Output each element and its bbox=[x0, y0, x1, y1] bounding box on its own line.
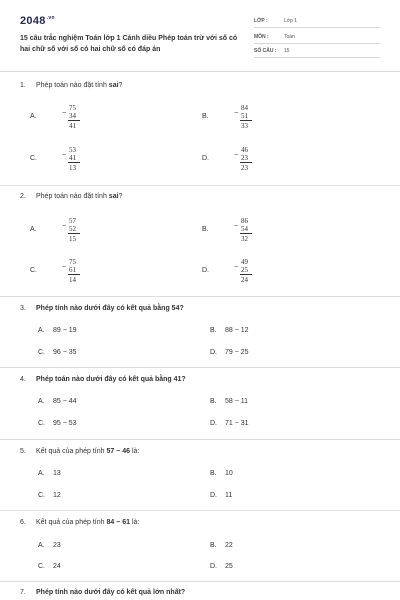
divider bbox=[0, 510, 400, 511]
question-number: 3. bbox=[20, 305, 26, 312]
option-5c[interactable]: C. 12 bbox=[38, 492, 61, 499]
minus-sign: − bbox=[62, 264, 67, 271]
option-3a[interactable]: A. 89 − 19 bbox=[38, 327, 77, 334]
option-5b[interactable]: B. 10 bbox=[210, 470, 233, 477]
option-6a[interactable]: A. 23 bbox=[38, 542, 61, 549]
question-number: 4. bbox=[20, 376, 26, 383]
question-text: 4. Phép toán nào dưới đây có kết quả bằng 41? bbox=[20, 376, 186, 383]
minus-sign: − bbox=[234, 223, 239, 230]
option-4a[interactable]: A. 85 − 44 bbox=[38, 398, 77, 405]
meta-class bbox=[254, 14, 380, 28]
option-6c[interactable]: C. 24 bbox=[38, 563, 61, 570]
divider bbox=[0, 439, 400, 440]
class-label: LỚP : bbox=[254, 18, 268, 24]
option-3c[interactable]: C. 96 − 35 bbox=[38, 349, 77, 356]
minus-sign: − bbox=[62, 110, 67, 117]
result-line bbox=[68, 162, 80, 163]
question-text: 6. Kết quả của phép tính 84 − 61 là: bbox=[20, 519, 140, 526]
question-number: 7. bbox=[20, 589, 26, 596]
question-number: 5. bbox=[20, 448, 26, 455]
subject-label: MÔN : bbox=[254, 34, 269, 40]
site-logo[interactable] bbox=[20, 15, 55, 27]
option-6b[interactable]: B. 22 bbox=[210, 542, 233, 549]
question-text: 1. Phép toán nào đặt tính sai? bbox=[20, 82, 123, 89]
question-number: 2. bbox=[20, 193, 26, 200]
logo-main: 2048 bbox=[20, 15, 46, 27]
divider bbox=[0, 581, 400, 582]
logo-suffix: .vn bbox=[46, 15, 55, 21]
result-line bbox=[68, 233, 80, 234]
divider bbox=[0, 296, 400, 297]
question-text: 5. Kết quả của phép tính 57 − 46 là: bbox=[20, 448, 140, 455]
divider bbox=[0, 185, 400, 186]
question-text: 2. Phép toán nào đặt tính sai? bbox=[20, 193, 123, 200]
option-4b[interactable]: B. 58 − 11 bbox=[210, 398, 249, 405]
question-text: 7. Phép tính nào dưới đây có kết quả lớn nhất? bbox=[20, 589, 186, 596]
option-4d[interactable]: D. 71 − 31 bbox=[210, 420, 249, 427]
count-label: SỐ CÂU : bbox=[254, 48, 277, 54]
minus-sign: − bbox=[62, 152, 67, 159]
document-title: 15 câu trắc nghiệm Toán lớp 1 Cánh diều Phép toán trừ với số có hai chữ số với số có hai chữ số có đáp án bbox=[20, 35, 238, 53]
minus-sign: − bbox=[234, 110, 239, 117]
option-6d[interactable]: D. 25 bbox=[210, 563, 233, 570]
class-value: Lớp 1 bbox=[284, 18, 298, 24]
result-line bbox=[240, 233, 252, 234]
divider bbox=[0, 367, 400, 368]
minus-sign: − bbox=[234, 264, 239, 271]
meta-subject bbox=[254, 30, 380, 44]
option-5a[interactable]: A. 13 bbox=[38, 470, 61, 477]
option-3d[interactable]: D. 79 − 25 bbox=[210, 349, 249, 356]
minus-sign: − bbox=[234, 152, 239, 159]
result-line bbox=[68, 120, 80, 121]
question-number: 6. bbox=[20, 519, 26, 526]
meta-count bbox=[254, 44, 380, 58]
document-header bbox=[0, 0, 400, 72]
question-number: 1. bbox=[20, 82, 26, 89]
result-line bbox=[240, 162, 252, 163]
result-line bbox=[240, 120, 252, 121]
option-3b[interactable]: B. 88 − 12 bbox=[210, 327, 249, 334]
result-line bbox=[240, 274, 252, 275]
result-line bbox=[68, 274, 80, 275]
option-4c[interactable]: C. 95 − 53 bbox=[38, 420, 77, 427]
subject-value: Toán bbox=[284, 34, 295, 40]
minus-sign: − bbox=[62, 223, 67, 230]
question-text: 3. Phép tính nào dưới đây có kết quả bằng 54? bbox=[20, 305, 184, 312]
count-value: 15 bbox=[284, 48, 290, 54]
option-5d[interactable]: D. 11 bbox=[210, 492, 233, 499]
